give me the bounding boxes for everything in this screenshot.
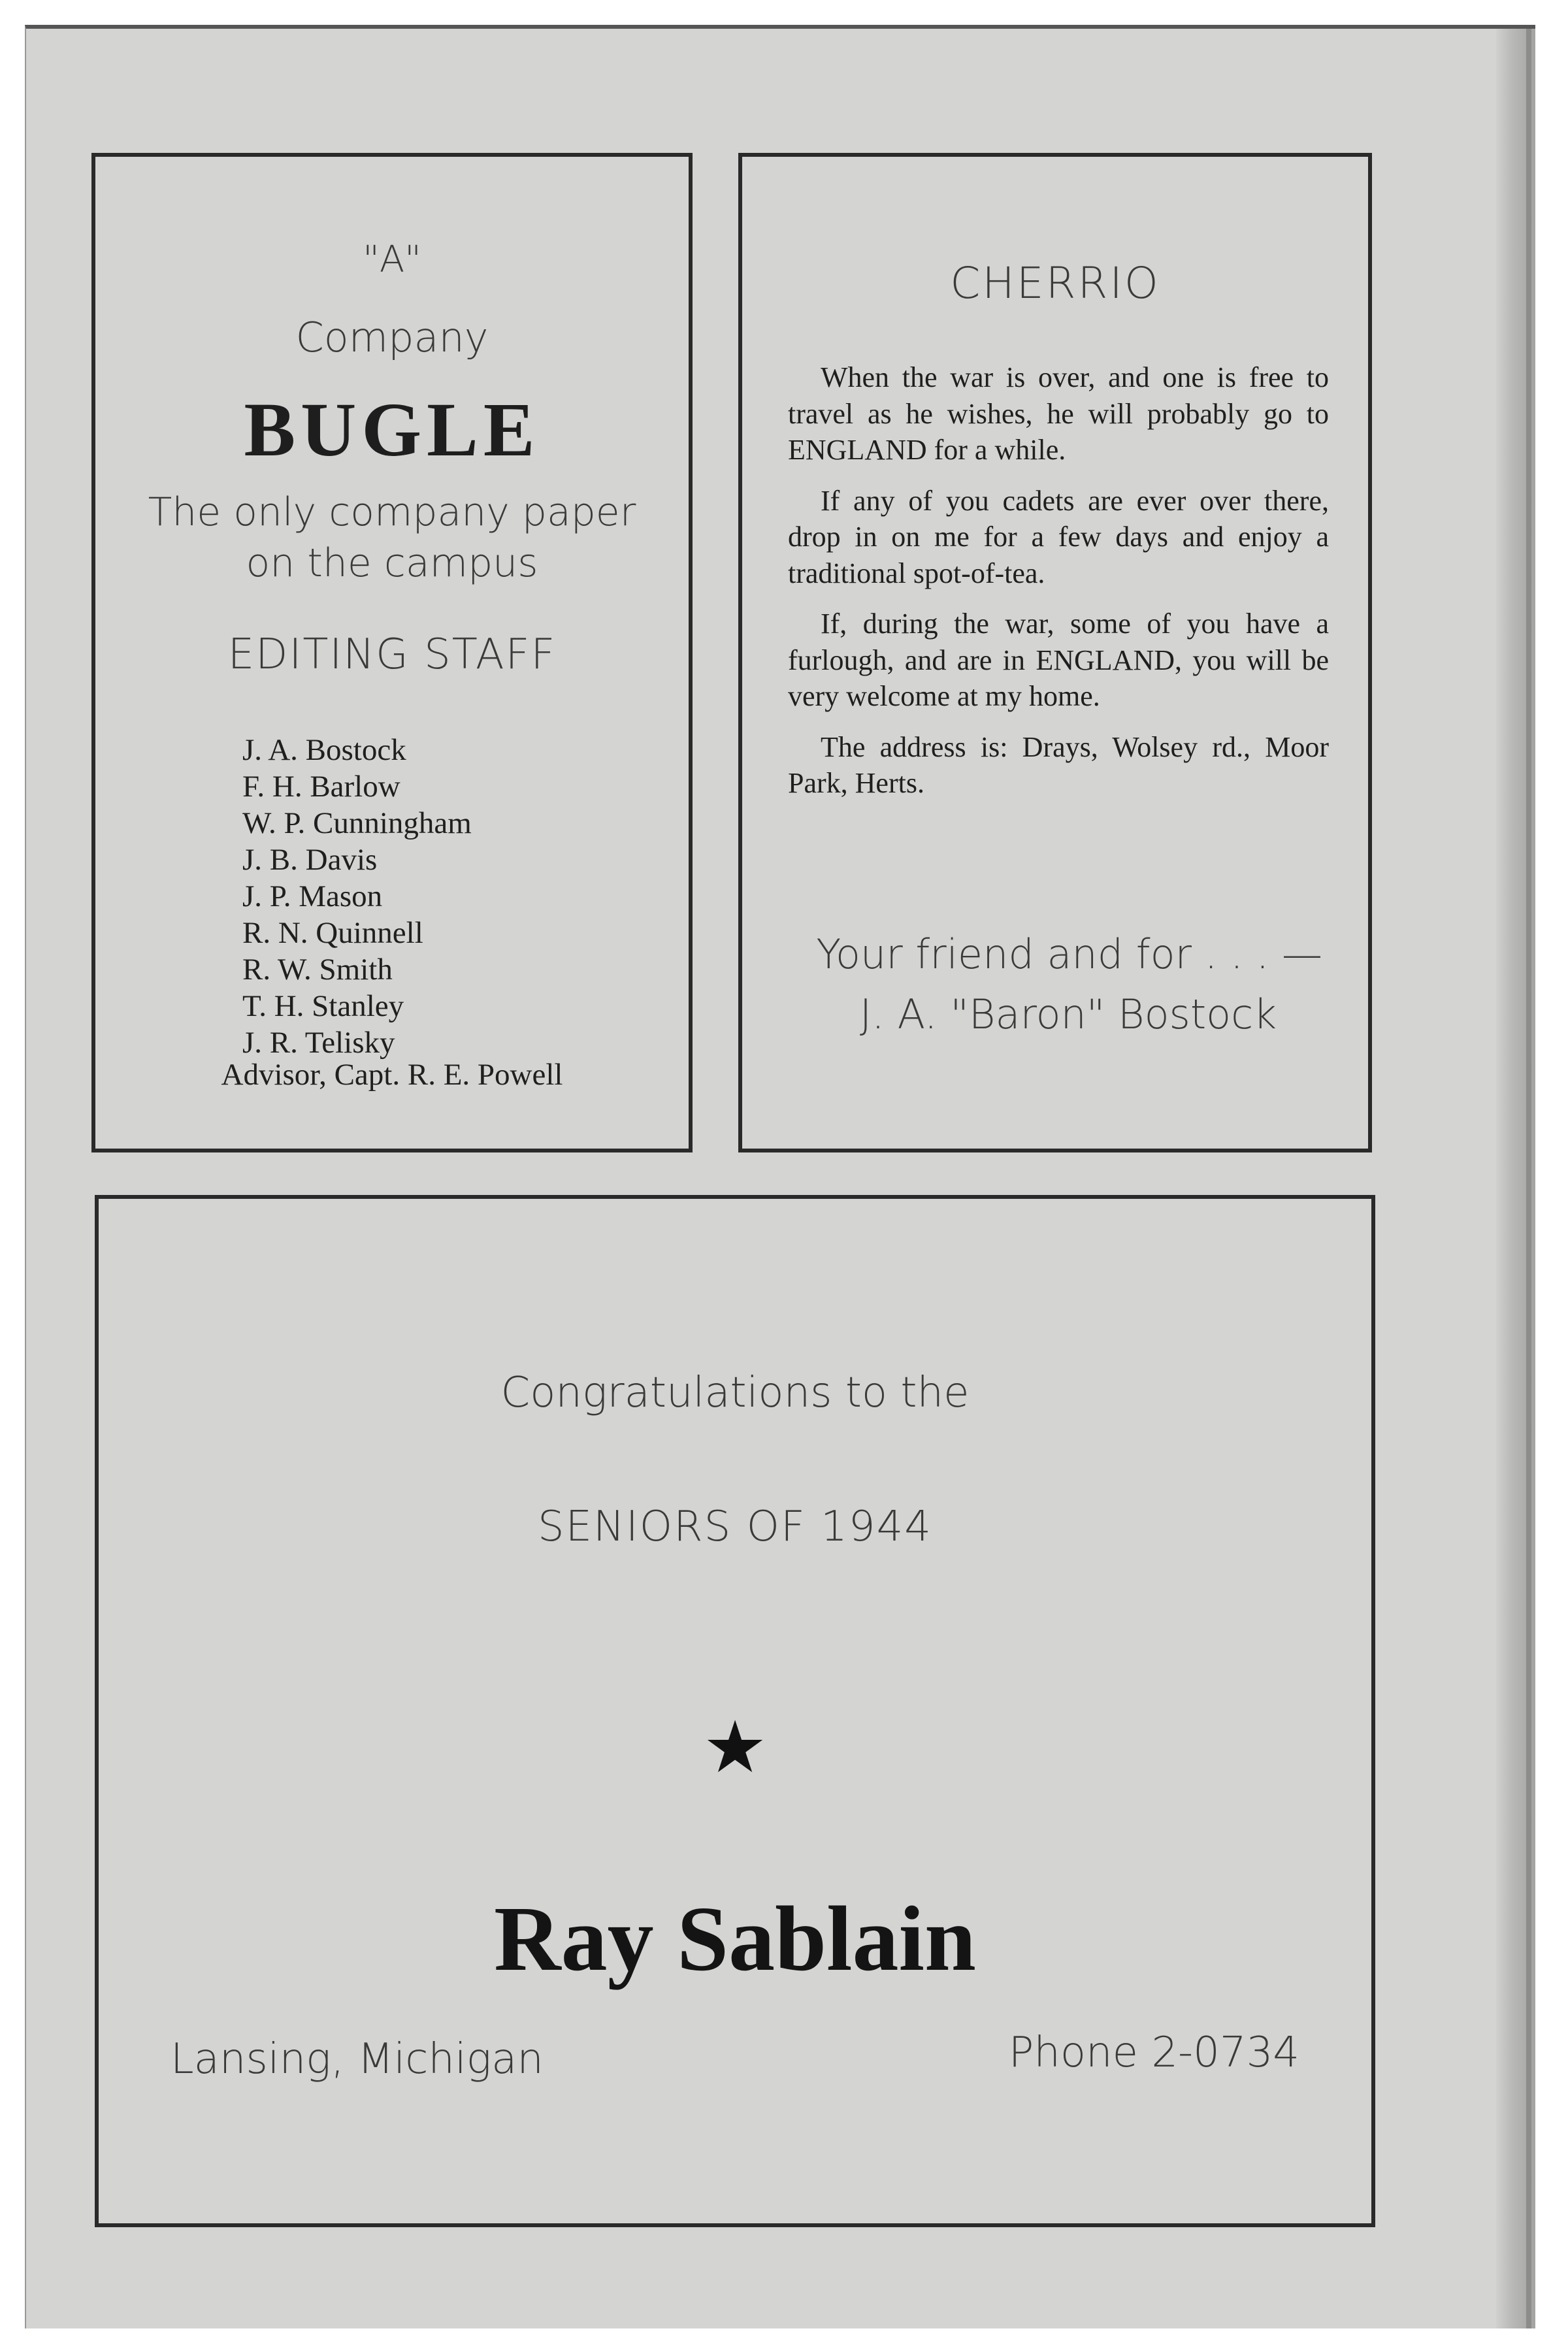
staff-member: T. H. Stanley [242,989,404,1023]
cherrio-body [788,359,1329,816]
document-page [25,25,1535,2328]
ad-phone: Phone 2-0734 [1008,2029,1299,2077]
staff-member: F. H. Barlow [242,770,400,804]
editing-staff-list [242,732,472,1061]
staff-member: R. W. Smith [242,953,393,987]
ad-congratulations: Congratulations to the [500,1369,970,1417]
bugle-title: BUGLE [244,387,540,472]
staff-member: J. R. Telisky [242,1026,395,1060]
page-binding-edge [1496,29,1535,2328]
cherrio-signature [768,924,1342,1045]
bugle-kicker: "A" [363,238,421,281]
staff-advisor: Advisor, Capt. R. E. Powell [221,1058,563,1092]
editing-staff-heading: EDITING STAFF [227,630,557,679]
ad-business-name: Ray Sablain [494,1887,976,1990]
staff-member: J. A. Bostock [242,733,406,767]
ad-seniors-line: SENIORS OF 1944 [537,1503,933,1551]
cherrio-letter-box [738,153,1372,1152]
cherrio-signature-name: J. A. "Baron" Bostock [859,990,1277,1038]
bugle-tagline [108,487,676,589]
bugle-tagline-line-2: on the campus [246,540,538,586]
bugle-company-label: Company [295,314,489,361]
sablain-advertisement-box [95,1195,1375,2227]
star-icon: ★ [702,1708,768,1788]
cherrio-paragraph: If any of you cadets are ever over there, drop in on me for a few days and enjoy a traditional spot-of-tea. [788,484,1329,589]
bugle-masthead-box [91,153,693,1152]
cherrio-paragraph: If, during the war, some of you have a furlough, and are in ENGLAND, you will be very welcome at my home. [788,608,1329,712]
ad-city: Lansing, Michigan [171,2035,544,2083]
staff-member: J. B. Davis [242,843,378,877]
cherrio-title: CHERRIO [950,258,1160,308]
cherrio-paragraph: When the war is over, and one is free to travel as he wishes, he will probably go to ENGLAND for a while. [788,361,1329,466]
staff-member: W. P. Cunningham [242,806,472,840]
staff-member: J. P. Mason [242,879,383,913]
staff-member: R. N. Quinnell [242,916,423,950]
cherrio-signoff-line: Your friend and for . . . — [816,930,1322,978]
cherrio-paragraph: The address is: Drays, Wolsey rd., Moor Park, Herts. [788,730,1329,799]
bugle-tagline-line-1: The only company paper [148,489,636,535]
